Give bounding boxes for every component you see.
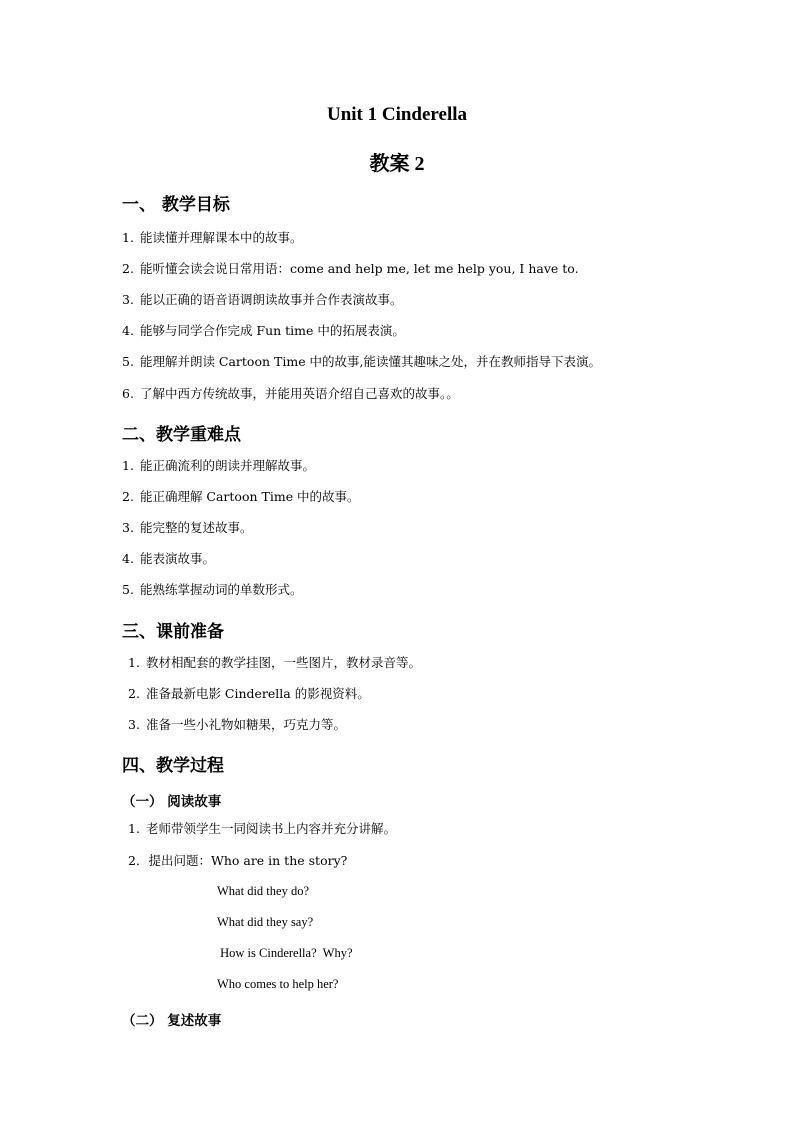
list-item-number: 2． [128, 853, 149, 868]
list-item-number: 3. [128, 717, 140, 732]
list-item [122, 354, 601, 370]
list-item [122, 551, 215, 567]
question-text: What did they do? [217, 884, 309, 898]
list-item [128, 686, 370, 702]
list-item-text: 能正确理解 Cartoon Time 中的故事。 [139, 489, 360, 504]
list-item-text: 能读懂并理解课本中的故事。 [139, 230, 303, 245]
list-item-text: 了解中西方传统故事，并能用英语介绍自己喜欢的故事。。 [139, 386, 459, 401]
question-text: Who are in the story? [210, 853, 348, 868]
list-item-number: 2. [128, 686, 140, 701]
list-item-text: 教材相配套的教学挂图，一些图片，教材录音等。 [145, 655, 421, 670]
list-item-number: 2. [122, 489, 134, 504]
subsection-heading-retelling: （二） 复述故事 [122, 1013, 222, 1029]
list-item-number: 1. [122, 458, 134, 473]
list-item-number: 4. [122, 551, 134, 566]
document-title: Unit 1 Cinderella [326, 104, 468, 125]
list-item-text: 能以正确的语音语调朗读故事并合作表演故事。 [139, 292, 403, 307]
list-item-text: 能熟练掌握动词的单数形式。 [139, 582, 303, 597]
list-item-prefix: 提出问题： [148, 853, 211, 868]
list-item [122, 458, 315, 474]
list-item-number: 5. [122, 582, 134, 597]
list-item-number: 3. [122, 520, 134, 535]
list-item-text: 能完整的复述故事。 [139, 520, 253, 535]
list-item [122, 292, 402, 308]
list-item [122, 386, 459, 402]
list-item [128, 717, 346, 733]
list-item-text: 能够与同学合作完成 Fun time 中的拓展表演。 [139, 323, 405, 338]
list-item-text: 准备一些小礼物如糖果，巧克力等。 [145, 717, 346, 732]
list-item [122, 323, 405, 339]
list-item [128, 655, 421, 671]
list-item [122, 230, 302, 246]
subsection-heading-reading: （一） 阅读故事 [122, 794, 222, 810]
list-item-text: 老师带领学生一同阅读书上内容并充分讲解。 [145, 821, 396, 836]
list-item [128, 853, 347, 869]
section-heading-preparation: 三、课前准备 [122, 622, 224, 642]
list-item-text: 能表演故事。 [139, 551, 215, 566]
question-text: Who comes to help her? [217, 977, 339, 991]
list-item [122, 582, 302, 598]
section-heading-objectives: 一、 教学目标 [122, 195, 230, 215]
section-heading-key-points: 二、教学重难点 [122, 425, 241, 445]
list-item-number: 1. [128, 821, 140, 836]
list-item-number: 6. [122, 386, 134, 401]
list-item-text: 能听懂会读会说日常用语：come and help me, let me help you, I have to. [139, 261, 579, 276]
list-item-number: 2. [122, 261, 134, 276]
list-item-number: 1. [122, 230, 134, 245]
document-subtitle: 教案 2 [369, 153, 425, 175]
list-item-text: 准备最新电影 Cinderella 的影视资料。 [145, 686, 370, 701]
list-item-number: 1. [128, 655, 140, 670]
list-item-number: 3. [122, 292, 134, 307]
list-item [122, 489, 360, 505]
list-item [122, 520, 252, 536]
list-item [128, 821, 396, 837]
question-text: How is Cinderella? Why? [217, 946, 353, 960]
list-item-number: 5. [122, 354, 134, 369]
question-text: What did they say? [217, 915, 314, 929]
list-item-text: 能理解并朗读 Cartoon Time 中的故事,能读懂其趣味之处，并在教师指导下表演。 [139, 354, 602, 369]
list-item-text: 能正确流利的朗读并理解故事。 [139, 458, 315, 473]
list-item [122, 261, 579, 277]
list-item-number: 4. [122, 323, 134, 338]
section-heading-process: 四、教学过程 [122, 756, 224, 776]
